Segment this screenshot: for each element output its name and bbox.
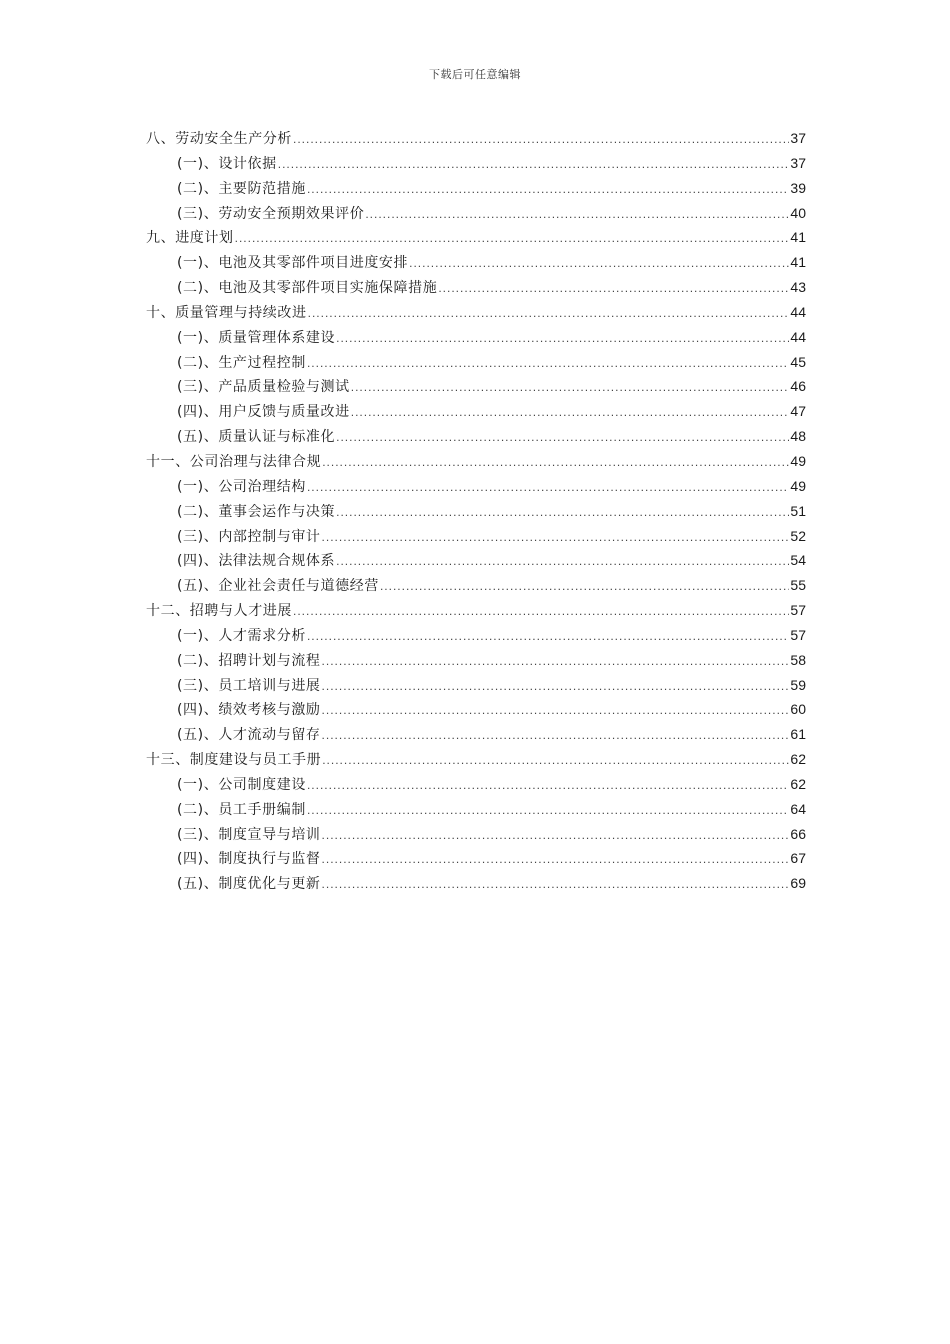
toc-entry-title: (二)、员工手册编制 [177,801,306,818]
toc-section-entry[interactable] [146,374,806,399]
toc-page-number: 39 [790,179,806,196]
toc-dot-leader [307,624,789,649]
toc-dot-leader [278,152,790,177]
toc-chapter-entry[interactable] [146,225,806,250]
toc-page-number: 37 [790,154,806,171]
toc-section-entry[interactable] [146,871,806,896]
toc-entry-title: (四)、制度执行与监督 [177,851,321,868]
toc-page-number: 58 [790,651,806,668]
toc-dot-leader [336,549,789,574]
toc-page-number: 41 [790,229,806,246]
toc-dot-leader [438,276,789,301]
toc-dot-leader [322,698,790,723]
toc-entry-title: (一)、设计依据 [177,155,277,172]
toc-page-number: 44 [790,328,806,345]
toc-page-number: 59 [790,676,806,693]
toc-page-number: 61 [790,726,806,743]
toc-section-entry[interactable] [146,275,806,300]
toc-chapter-entry[interactable] [146,449,806,474]
toc-page-number: 64 [790,800,806,817]
toc-section-entry[interactable] [146,325,806,350]
toc-dot-leader [322,723,790,748]
toc-entry-title: (一)、电池及其零部件项目进度安排 [177,255,409,272]
toc-entry-title: (二)、电池及其零部件项目实施保障措施 [177,280,438,297]
toc-dot-leader [336,425,789,450]
toc-page-number: 37 [790,130,806,146]
toc-entry-title: (五)、人才流动与留存 [177,727,321,744]
toc-page-number: 44 [790,303,806,320]
toc-entry-title: 十三、制度建设与员工手册 [146,752,322,769]
toc-dot-leader [307,177,789,202]
toc-section-entry[interactable] [146,573,806,598]
toc-entry-title: (三)、产品质量检验与测试 [177,379,350,396]
toc-section-entry[interactable] [146,350,806,375]
toc-section-entry[interactable] [146,548,806,573]
toc-dot-leader [322,748,789,773]
toc-entry-title: (二)、主要防范措施 [177,180,306,197]
toc-dot-leader [322,450,789,475]
toc-section-entry[interactable] [146,797,806,822]
toc-chapter-entry[interactable] [146,747,806,772]
toc-dot-leader [365,202,789,227]
toc-page-number: 46 [790,378,806,395]
toc-section-entry[interactable] [146,722,806,747]
toc-chapter-entry[interactable] [146,300,806,325]
toc-page-number: 40 [790,204,806,221]
toc-dot-leader [322,872,790,897]
toc-page-number: 55 [790,577,806,594]
toc-section-entry[interactable] [146,499,806,524]
toc-page-number: 54 [790,552,806,569]
toc-entry-title: 八、劳动安全生产分析 [146,131,292,147]
toc-entry-title: (三)、员工培训与进展 [177,677,321,694]
toc-section-entry[interactable] [146,623,806,648]
toc-entry-title: 十、质量管理与持续改进 [146,304,307,321]
toc-entry-title: (四)、绩效考核与激励 [177,702,321,719]
toc-section-entry[interactable] [146,822,806,847]
toc-page-number: 62 [790,775,806,792]
toc-section-entry[interactable] [146,201,806,226]
toc-dot-leader [235,226,790,251]
toc-section-entry[interactable] [146,772,806,797]
toc-entry-title: (二)、招聘计划与流程 [177,652,321,669]
toc-page-number: 67 [790,850,806,867]
toc-dot-leader [380,574,789,599]
toc-section-entry[interactable] [146,474,806,499]
toc-page-number: 66 [790,825,806,842]
toc-page-number: 49 [790,477,806,494]
toc-dot-leader [293,127,789,152]
toc-section-entry[interactable] [146,176,806,201]
toc-dot-leader [308,301,790,326]
toc-entry-title: (一)、质量管理体系建设 [177,329,336,346]
toc-page-number: 51 [790,502,806,519]
toc-chapter-entry[interactable] [146,598,806,623]
toc-section-entry[interactable] [146,399,806,424]
toc-section-entry[interactable] [146,151,806,176]
page-header: 下载后可任意编辑 [429,68,521,81]
toc-section-entry[interactable] [146,250,806,275]
toc-dot-leader [322,823,790,848]
toc-dot-leader [322,525,790,550]
toc-page-number: 48 [790,428,806,445]
toc-page-number: 60 [790,701,806,718]
toc-section-entry[interactable] [146,846,806,871]
toc-page-number: 41 [790,254,806,271]
toc-page-number: 49 [790,452,806,469]
toc-entry-title: (五)、质量认证与标准化 [177,429,336,446]
toc-dot-leader [351,375,790,400]
toc-chapter-entry[interactable] [146,126,806,151]
toc-dot-leader [322,649,790,674]
toc-section-entry[interactable] [146,648,806,673]
toc-entry-title: (三)、劳动安全预期效果评价 [177,205,365,222]
toc-entry-title: (一)、人才需求分析 [177,627,306,644]
toc-page-number: 62 [790,751,806,768]
toc-section-entry[interactable] [146,673,806,698]
toc-dot-leader [307,773,789,798]
toc-dot-leader [409,251,789,276]
toc-page-number: 69 [790,875,806,892]
toc-entry-title: (五)、企业社会责任与道德经营 [177,578,379,595]
toc-entry-title: (一)、公司治理结构 [177,478,306,495]
toc-dot-leader [322,847,790,872]
table-of-contents [146,126,806,896]
toc-entry-title: 十二、招聘与人才进展 [146,603,292,620]
toc-entry-title: (二)、生产过程控制 [177,354,306,371]
toc-entry-title: (三)、内部控制与审计 [177,528,321,545]
toc-page-number: 57 [790,602,806,619]
toc-entry-title: (五)、制度优化与更新 [177,876,321,893]
toc-dot-leader [307,475,789,500]
toc-entry-title: 十一、公司治理与法律合规 [146,453,322,470]
toc-dot-leader [351,400,790,425]
toc-dot-leader [336,326,789,351]
toc-entry-title: (四)、用户反馈与质量改进 [177,404,350,421]
toc-page-number: 52 [790,527,806,544]
toc-dot-leader [322,674,790,699]
toc-dot-leader [307,351,789,376]
toc-entry-title: (二)、董事会运作与决策 [177,503,336,520]
toc-entry-title: (一)、公司制度建设 [177,776,306,793]
toc-section-entry[interactable] [146,424,806,449]
toc-entry-title: (四)、法律法规合规体系 [177,553,336,570]
toc-page-number: 57 [790,626,806,643]
toc-dot-leader [336,500,789,525]
toc-page-number: 47 [790,403,806,420]
toc-dot-leader [307,798,789,823]
toc-section-entry[interactable] [146,697,806,722]
toc-entry-title: 九、进度计划 [146,230,234,247]
toc-page-number: 43 [790,279,806,296]
toc-dot-leader [293,599,789,624]
toc-entry-title: (三)、制度宣导与培训 [177,826,321,843]
toc-page-number: 45 [790,353,806,370]
toc-section-entry[interactable] [146,524,806,549]
